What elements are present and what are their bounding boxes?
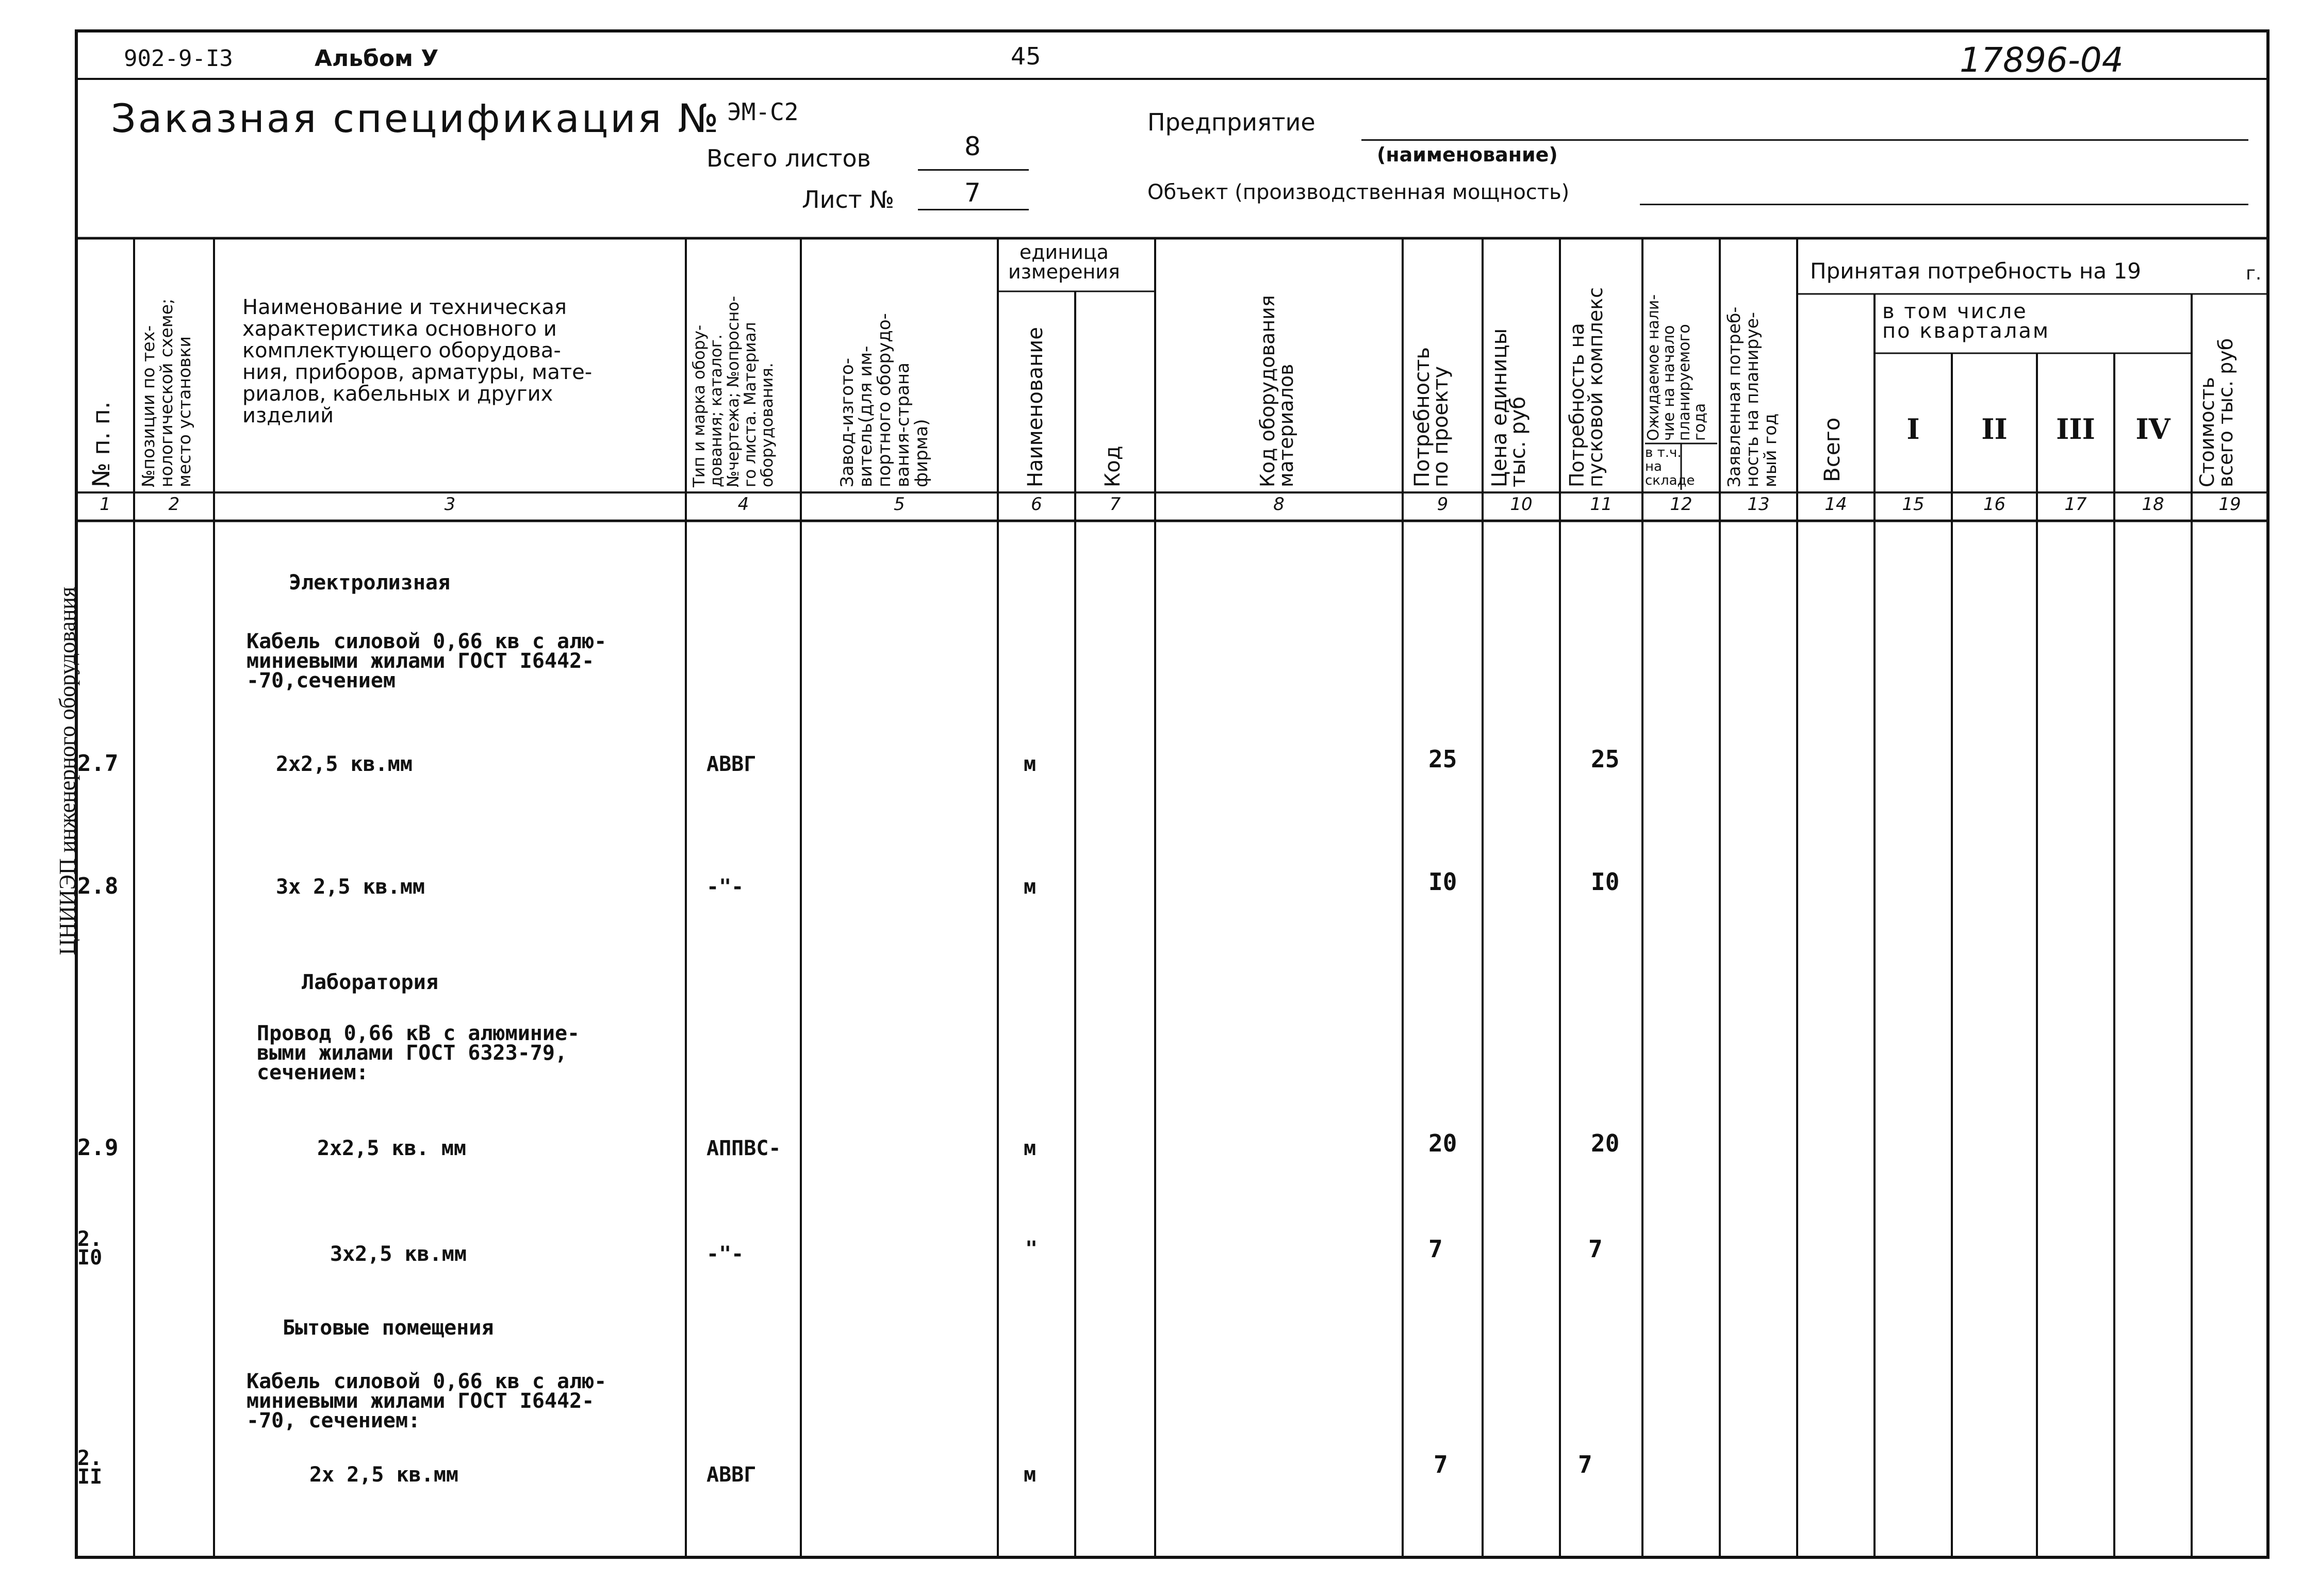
- header-q3: III: [2056, 413, 2095, 446]
- row-number: 2. II: [77, 1446, 103, 1489]
- col-number: 11: [1590, 494, 1613, 515]
- col-number: 2: [168, 494, 180, 515]
- item-name: 2х 2,5 кв.мм: [309, 1463, 458, 1487]
- total-sheets-label: Всего листов: [706, 144, 871, 172]
- item-need: 25: [1428, 745, 1457, 773]
- col-number: 18: [2142, 494, 2164, 515]
- item-need: 7: [1434, 1451, 1448, 1478]
- enterprise-label: Предприятие: [1147, 108, 1316, 136]
- header-q2: II: [1981, 413, 2008, 446]
- header-row-number: № п. п.: [87, 401, 115, 487]
- col-number: 8: [1273, 494, 1285, 515]
- header-declared: Заявленная потреб- ность на планируе- мый год: [1724, 306, 1780, 487]
- header-in-stock: в т.ч. на складе: [1645, 445, 1695, 488]
- sheet-value: 7: [964, 178, 981, 208]
- col-number: 19: [2218, 494, 2241, 515]
- section-title: Электролизная: [289, 571, 451, 595]
- total-sheets-value: 8: [964, 131, 981, 161]
- item-type: АВВГ: [706, 752, 757, 776]
- header-accepted-year-suffix: г.: [2246, 263, 2262, 284]
- header-total: Всего: [1819, 417, 1845, 482]
- sheet-label: Лист №: [802, 186, 895, 213]
- col-number: 16: [1983, 494, 2006, 515]
- header-unit-code: Код: [1101, 446, 1125, 487]
- item-startup: 25: [1591, 745, 1620, 773]
- header-q1: I: [1906, 413, 1920, 446]
- enterprise-hint: (наименование): [1377, 143, 1558, 166]
- item-startup: 7: [1578, 1451, 1592, 1478]
- col-number: 7: [1109, 494, 1121, 515]
- header-unit-price: Цена единицы тыс. руб: [1488, 328, 1530, 487]
- header-accepted: Принятая потребность на 19: [1810, 258, 2141, 284]
- object-label: Объект (производственная мощность): [1147, 180, 1570, 204]
- item-name: 2х2,5 кв. мм: [317, 1137, 466, 1160]
- header-quarters: в том числе по кварталам: [1882, 300, 2050, 343]
- row-number: 2. I0: [77, 1227, 103, 1270]
- section-description: Провод 0,66 кВ с алюминие- выми жилами ГОСТ 6323-79, сечением:: [257, 1022, 580, 1084]
- spec-number: ЭМ-С2: [727, 98, 799, 126]
- item-startup: 7: [1588, 1235, 1603, 1263]
- col-number: 15: [1902, 494, 1925, 515]
- col-number: 9: [1437, 494, 1449, 515]
- side-label: ЦНИИЭП инженерного оборудования: [55, 586, 80, 956]
- section-description: Кабель силовой 0,66 кв с алю- миниевыми жилами ГОСТ I6442- -70,сечением: [246, 630, 607, 693]
- col-number: 12: [1670, 494, 1692, 515]
- drawing-code: 902-9-I3: [124, 45, 233, 72]
- document-number: 17896-04: [1960, 40, 2124, 80]
- row-number: 2.9: [77, 1134, 119, 1161]
- header-unit-group: единица измерения: [1008, 241, 1120, 283]
- col-number: 10: [1510, 494, 1533, 515]
- header-name: Наименование и техническая характеристика основного и комплектующего оборудова- ния, приборов, арматуры, мате- риалов, кабельных и других изделий: [242, 295, 593, 427]
- page-number: 45: [1011, 42, 1041, 70]
- header-unit-name: Наименование: [1024, 327, 1047, 487]
- col-number: 13: [1747, 494, 1770, 515]
- item-unit: м: [1024, 875, 1037, 899]
- item-unit: м: [1024, 752, 1037, 776]
- header-cost: Стоимость всего тыс. руб: [2196, 338, 2237, 487]
- col-number: 17: [2064, 494, 2087, 515]
- header-need-project: Потребность по проекту: [1410, 347, 1453, 487]
- item-type: АППВС-: [706, 1137, 781, 1160]
- item-type: АВВГ: [706, 1463, 757, 1487]
- header-q4: IV: [2135, 413, 2171, 446]
- col-number: 4: [737, 494, 749, 515]
- item-name: 2х2,5 кв.мм: [276, 752, 413, 776]
- header-need-startup: Потребность на пусковой комплекс: [1566, 287, 1607, 487]
- item-unit: м: [1024, 1463, 1037, 1487]
- col-number: 5: [894, 494, 905, 515]
- section-title: Лаборатория: [302, 970, 438, 994]
- album-label: Альбом У: [315, 45, 439, 72]
- header-equipment-code: Код оборудования материалов: [1256, 295, 1297, 487]
- spec-title: Заказная спецификация №: [111, 95, 721, 141]
- header-manufacturer: Завод-изгото- витель(для им- портного оборудо- вания-страна фирма): [837, 313, 932, 487]
- row-number: 2.8: [77, 873, 119, 899]
- header-expected: Ожидаемое нали- чие на начало планируемого года: [1645, 294, 1709, 441]
- item-type: -"-: [706, 1242, 744, 1266]
- row-number: 2.7: [77, 750, 119, 777]
- header-type: Тип и марка обору- дования; каталог. №чертежа; №опросно- го листа. Материал оборудования.: [690, 295, 777, 487]
- item-startup: I0: [1591, 868, 1620, 896]
- header-position: №позиции по тех- нологической схеме; место установки: [138, 298, 194, 487]
- col-number: 6: [1031, 494, 1042, 515]
- item-type: -"-: [706, 875, 744, 899]
- item-name: 3х 2,5 кв.мм: [276, 875, 425, 899]
- col-number: 3: [444, 494, 456, 515]
- item-name: 3х2,5 кв.мм: [330, 1242, 467, 1266]
- item-need: I0: [1428, 868, 1457, 896]
- item-unit: м: [1024, 1137, 1037, 1160]
- item-startup: 20: [1591, 1129, 1620, 1157]
- col-number: 14: [1824, 494, 1847, 515]
- item-need: 20: [1428, 1129, 1457, 1157]
- section-title: Бытовые помещения: [283, 1316, 494, 1340]
- col-number: 1: [100, 494, 111, 515]
- section-description: Кабель силовой 0,66 кв с алю- миниевыми жилами ГОСТ I6442- -70, сечением:: [246, 1370, 607, 1433]
- item-need: 7: [1428, 1235, 1443, 1263]
- item-unit: ": [1025, 1237, 1038, 1261]
